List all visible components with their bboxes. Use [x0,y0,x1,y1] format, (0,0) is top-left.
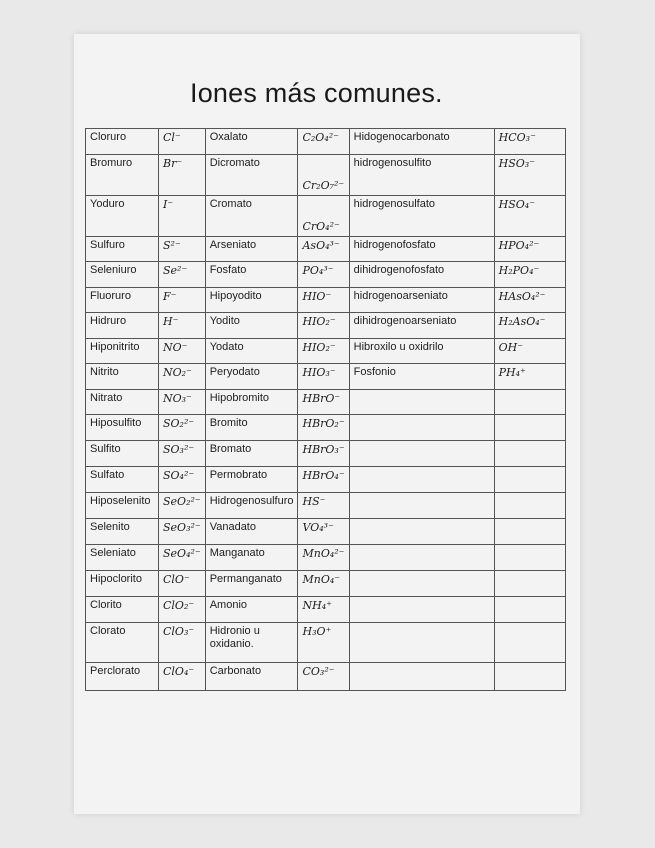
ion-name-cell [349,663,494,691]
ion-formula-cell: NO₂⁻ [159,364,206,390]
ion-formula-cell: HPO₄²⁻ [494,237,565,262]
ion-name-cell: Hidrogenosulfuro [205,493,298,519]
ion-name-cell: Yodito [205,313,298,339]
ion-formula-cell: S²⁻ [159,237,206,262]
ion-formula-cell: AsO₄³⁻ [298,237,349,262]
ion-formula-cell [494,390,565,415]
ion-formula-cell [494,663,565,691]
ion-formula-cell: ClO⁻ [159,571,206,597]
ion-formula-cell: HSO₃⁻ [494,155,565,196]
ion-name-cell [349,390,494,415]
table-row [86,390,566,415]
ion-formula-cell: H₂AsO₄⁻ [494,313,565,339]
ion-name-cell: Arseniato [205,237,298,262]
ion-name-cell: Vanadato [205,519,298,545]
ion-formula-cell: C₂O₄²⁻ [298,129,349,155]
ion-name-cell: Yoduro [86,196,159,237]
ion-name-cell: Clorato [86,623,159,663]
ion-name-cell: Sulfato [86,467,159,493]
ion-formula-cell: Cl⁻ [159,129,206,155]
ion-name-cell: Seleniato [86,545,159,571]
ion-name-cell: Nitrito [86,364,159,390]
ion-name-cell: Oxalato [205,129,298,155]
ion-name-cell: Hipoyodito [205,288,298,313]
ion-name-cell: Cromato [205,196,298,237]
table-row [86,364,566,390]
ion-formula-cell: Br⁻ [159,155,206,196]
ion-formula-cell: HBrO⁻ [298,390,349,415]
ion-formula-cell: NO₃⁻ [159,390,206,415]
table-row [86,339,566,364]
ion-formula-cell: PO₄³⁻ [298,262,349,288]
ion-formula-cell: HBrO₄⁻ [298,467,349,493]
ion-name-cell: Sulfuro [86,237,159,262]
table-row [86,129,566,155]
ion-name-cell: Hibroxilo u oxidrilo [349,339,494,364]
ion-name-cell: Yodato [205,339,298,364]
ion-name-cell: hidrogenofosfato [349,237,494,262]
ion-formula-cell: NH₄⁺ [298,597,349,623]
ion-formula-cell [494,545,565,571]
ion-formula-cell: HS⁻ [298,493,349,519]
ion-name-cell: Carbonato [205,663,298,691]
ion-formula-cell: HBrO₃⁻ [298,441,349,467]
page-title: Iones más comunes. [190,78,443,108]
ion-name-cell [349,493,494,519]
ion-formula-cell: H⁻ [159,313,206,339]
ion-formula-cell: SO₃²⁻ [159,441,206,467]
table-row [86,519,566,545]
ion-formula-cell: ClO₂⁻ [159,597,206,623]
ion-formula-cell: H₂PO₄⁻ [494,262,565,288]
ion-name-cell: Nitrato [86,390,159,415]
ion-name-cell [349,571,494,597]
ion-name-cell [349,441,494,467]
ion-name-cell: Hidruro [86,313,159,339]
ion-formula-cell: HIO₂⁻ [298,339,349,364]
ion-name-cell: Hipobromito [205,390,298,415]
ion-name-cell: Hidronio u oxidanio. [205,623,298,663]
ion-name-cell: Bromato [205,441,298,467]
ion-formula-cell: HBrO₂⁻ [298,415,349,441]
ion-formula-cell [494,623,565,663]
ion-formula-cell: NO⁻ [159,339,206,364]
ion-formula-cell [494,571,565,597]
ion-formula-cell: F⁻ [159,288,206,313]
ion-formula-cell: HIO⁻ [298,288,349,313]
ion-name-cell: Fluoruro [86,288,159,313]
ion-formula-cell: OH⁻ [494,339,565,364]
ion-name-cell [349,597,494,623]
table-row [86,545,566,571]
ion-formula-cell: CO₃²⁻ [298,663,349,691]
ion-name-cell: Sulfito [86,441,159,467]
ion-formula-cell: ClO₃⁻ [159,623,206,663]
ion-name-cell: Selenito [86,519,159,545]
table-row [86,597,566,623]
ion-formula-cell: SeO₃²⁻ [159,519,206,545]
table-row [86,663,566,691]
ion-name-cell: hidrogenoarseniato [349,288,494,313]
table-row [86,493,566,519]
ion-name-cell: hidrogenosulfito [349,155,494,196]
ion-formula-cell: ClO₄⁻ [159,663,206,691]
ion-formula-cell: HIO₃⁻ [298,364,349,390]
table-row [86,467,566,493]
ion-name-cell: hidrogenosulfato [349,196,494,237]
ion-formula-cell: SO₄²⁻ [159,467,206,493]
ion-name-cell: dihidrogenoarseniato [349,313,494,339]
ion-formula-cell [494,415,565,441]
ion-formula-cell: CrO₄²⁻ [298,196,349,237]
ion-name-cell [349,467,494,493]
ion-formula-cell: MnO₄²⁻ [298,545,349,571]
ion-name-cell: Permobrato [205,467,298,493]
ion-formula-cell: HIO₂⁻ [298,313,349,339]
table-row [86,155,566,196]
ion-formula-cell: Se²⁻ [159,262,206,288]
ion-formula-cell [494,493,565,519]
ion-formula-cell: Cr₂O₇²⁻ [298,155,349,196]
ion-name-cell: Clorito [86,597,159,623]
ion-name-cell: Hiposelenito [86,493,159,519]
ion-formula-cell: HAsO₄²⁻ [494,288,565,313]
ions-table [85,128,566,691]
ion-name-cell: Amonio [205,597,298,623]
ion-name-cell [349,623,494,663]
ion-name-cell: Hidogenocarbonato [349,129,494,155]
ion-name-cell: Hiponitrito [86,339,159,364]
table-row [86,415,566,441]
ion-name-cell [349,519,494,545]
ion-name-cell [349,545,494,571]
table-row [86,288,566,313]
ion-name-cell: Bromito [205,415,298,441]
ion-formula-cell: H₃O⁺ [298,623,349,663]
table-row [86,237,566,262]
ion-formula-cell: HCO₃⁻ [494,129,565,155]
ion-name-cell: Hiposulfito [86,415,159,441]
ion-formula-cell [494,467,565,493]
ion-name-cell: Permanganato [205,571,298,597]
ion-name-cell: Fosfonio [349,364,494,390]
table-row [86,571,566,597]
ion-formula-cell: SeO₄²⁻ [159,545,206,571]
ion-name-cell: Seleniuro [86,262,159,288]
ion-formula-cell: I⁻ [159,196,206,237]
ion-name-cell: Hipoclorito [86,571,159,597]
table-row [86,262,566,288]
ion-formula-cell [494,597,565,623]
ion-formula-cell [494,441,565,467]
ion-name-cell: Dicromato [205,155,298,196]
ion-name-cell: Fosfato [205,262,298,288]
ion-name-cell: Peryodato [205,364,298,390]
ion-formula-cell: VO₄³⁻ [298,519,349,545]
ion-formula-cell [494,519,565,545]
table-row [86,441,566,467]
ion-formula-cell: PH₄⁺ [494,364,565,390]
ion-name-cell: Perclorato [86,663,159,691]
ion-name-cell: Bromuro [86,155,159,196]
ion-formula-cell: MnO₄⁻ [298,571,349,597]
table-row [86,623,566,663]
ion-formula-cell: SO₂²⁻ [159,415,206,441]
ion-name-cell: Manganato [205,545,298,571]
table-row [86,313,566,339]
ion-name-cell: Cloruro [86,129,159,155]
ion-formula-cell: SeO₂²⁻ [159,493,206,519]
ion-name-cell: dihidrogenofosfato [349,262,494,288]
table-row [86,196,566,237]
ion-formula-cell: HSO₄⁻ [494,196,565,237]
ion-name-cell [349,415,494,441]
